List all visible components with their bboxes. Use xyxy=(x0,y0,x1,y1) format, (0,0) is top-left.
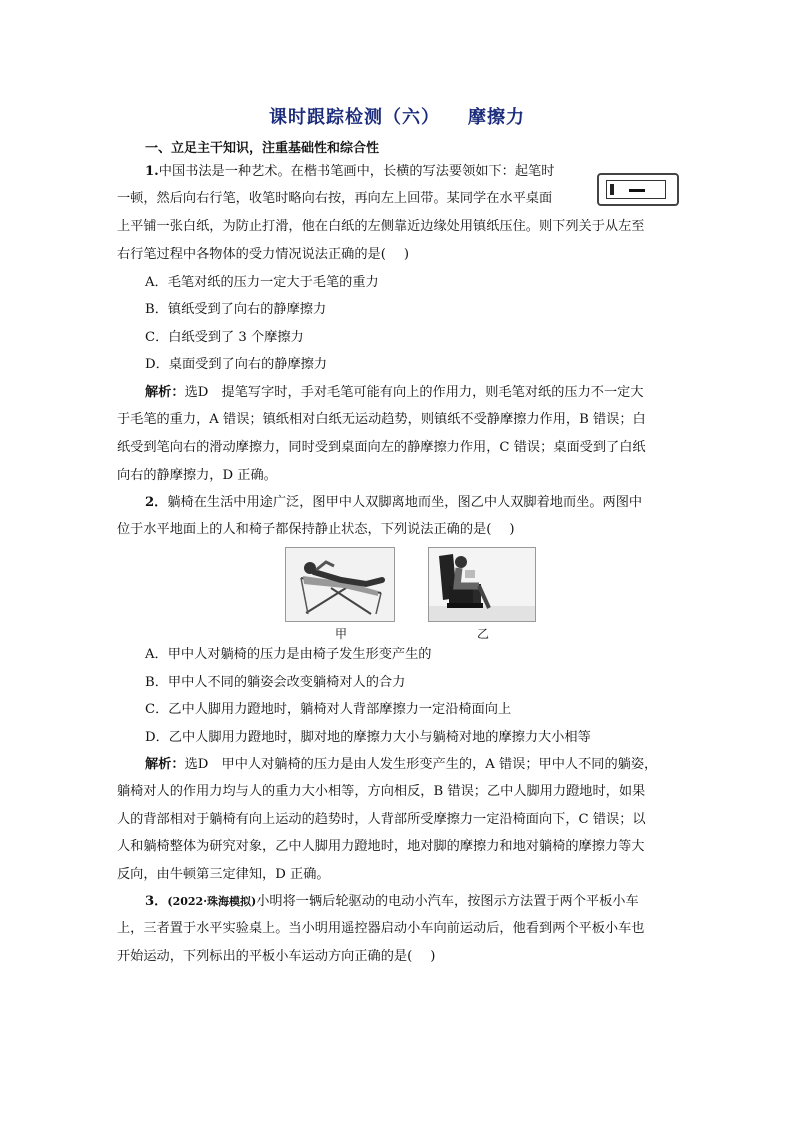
q1-analysis-line4: 向右的静摩擦力，D 正确。 xyxy=(117,468,277,483)
q1-stem-line2: 一顿，然后向右行笔，收笔时略向右按，再向左上回带。某同学在水平桌面 xyxy=(117,191,553,206)
q1-stem-line3: 上平铺一张白纸，为防止打滑，他在白纸的左侧靠近边缘处用镇纸压住。则下列关于从左至 xyxy=(117,219,645,234)
q2-number: 2． xyxy=(145,495,168,510)
seated-person-illustration xyxy=(429,548,535,621)
section-heading: 一、立足主干知识，注重基础性和综合性 xyxy=(145,141,380,156)
q2-stem-line1 xyxy=(145,493,642,513)
q1-option-a: A．毛笔对纸的压力一定大于毛笔的重力 xyxy=(145,275,379,290)
q3-stem-text1: 小明将一辆后轮驱动的电动小汽车，按图示方法置于两个平板小车 xyxy=(256,894,639,909)
caption-right: 乙 xyxy=(477,627,490,641)
q2-close-paren: ) xyxy=(509,522,515,537)
q2-analysis-line2: 躺椅对人的作用力均与人的重力大小相等，方向相反，B 错误；乙中人脚用力蹬地时，如果 xyxy=(117,784,646,799)
horizontal-stroke-mark xyxy=(629,189,645,192)
q3-number: 3． xyxy=(145,894,168,909)
q2-analysis-line3: 人的背部相对于躺椅有向上运动的趋势时，人背部所受摩擦力一定沿椅面向下，C 错误；以 xyxy=(117,812,646,827)
q3-stem-line1 xyxy=(145,892,639,912)
reclining-person-illustration xyxy=(286,548,394,621)
caption-left: 甲 xyxy=(335,627,348,641)
q3-stem-line3 xyxy=(117,947,435,967)
q2-analysis-line1 xyxy=(145,755,657,775)
paper-outline xyxy=(606,180,666,199)
q2-analysis-line5: 反向，由牛顿第三定律知，D 正确。 xyxy=(117,867,330,882)
q1-stem-text4: 右行笔过程中各物体的受力情况说法正确的是( xyxy=(117,247,386,262)
q1-stem-line1 xyxy=(145,162,554,182)
q3-close-paren: ) xyxy=(430,949,436,964)
q2-analysis-text1: 选D 甲中人对躺椅的压力是由人发生形变产生的，A 错误；甲中人不同的躺姿， xyxy=(184,757,658,772)
q2-analysis-line4: 人和躺椅整体为研究对象，乙中人脚用力蹬地时，地对脚的摩擦力和地对躺椅的摩擦力等大 xyxy=(117,839,645,854)
q1-stem-line4 xyxy=(117,245,409,265)
title-main: 课时跟踪检测（六） xyxy=(269,107,440,128)
q1-option-c: C．白纸受到了 3 个摩擦力 xyxy=(145,330,304,345)
q3-stem-line2: 上，三者置于水平实验桌上。当小明用遥控器启动小车向前运动后，他看到两个平板小车也 xyxy=(117,921,645,936)
q1-analysis-label: 解析： xyxy=(145,385,185,400)
q2-option-c: C．乙中人脚用力蹬地时，躺椅对人背部摩擦力一定沿椅面向上 xyxy=(145,702,512,717)
q3-source: (2022·珠海模拟) xyxy=(167,895,257,908)
q2-option-a: A．甲中人对躺椅的压力是由椅子发生形变产生的 xyxy=(145,647,432,662)
q1-analysis-text1: 选D 提笔写字时，手对毛笔可能有向上的作用力，则毛笔对纸的压力不一定大 xyxy=(184,385,644,400)
q2-option-d: D．乙中人脚用力蹬地时，脚对地的摩擦力大小与躺椅对地的摩擦力大小相等 xyxy=(145,730,591,745)
paperweight-mark xyxy=(610,184,614,195)
page-title xyxy=(0,103,794,129)
q1-stem-text1: 中国书法是一种艺术。在楷书笔画中，长横的写法要领如下：起笔时 xyxy=(158,164,555,179)
q1-analysis-line1 xyxy=(145,383,644,403)
q2-stem-text1: 躺椅在生活中用途广泛，图甲中人双脚离地而坐，图乙中人双脚着地而坐。两图中 xyxy=(167,495,643,510)
q1-analysis-line3: 纸受到笔向右的滑动摩擦力，同时受到桌面向左的静摩擦力作用，C 错误；桌面受到了白纸 xyxy=(117,440,646,455)
q1-option-b: B．镇纸受到了向右的静摩擦力 xyxy=(145,302,327,317)
q2-stem-text2: 位于水平地面上的人和椅子都保持静止状态，下列说法正确的是( xyxy=(117,522,492,537)
title-topic: 摩擦力 xyxy=(468,107,525,128)
recliner-photo-right xyxy=(428,547,536,622)
q1-close-paren: ) xyxy=(403,247,410,262)
q2-stem-line2 xyxy=(117,520,515,540)
q1-number: 1. xyxy=(145,164,159,179)
q1-analysis-line2: 于毛笔的重力，A 错误；镇纸相对白纸无运动趋势，则镇纸不受静摩擦力作用，B 错误；白 xyxy=(117,412,646,427)
q1-option-d: D．桌面受到了向右的静摩擦力 xyxy=(145,357,328,372)
q2-analysis-label: 解析： xyxy=(145,757,185,772)
brush-stroke-figure xyxy=(597,173,679,206)
q2-option-b: B．甲中人不同的躺姿会改变躺椅对人的合力 xyxy=(145,675,406,690)
q3-stem-text3: 开始运动，下列标出的平板小车运动方向正确的是( xyxy=(117,949,413,964)
recliner-photo-left xyxy=(285,547,395,622)
